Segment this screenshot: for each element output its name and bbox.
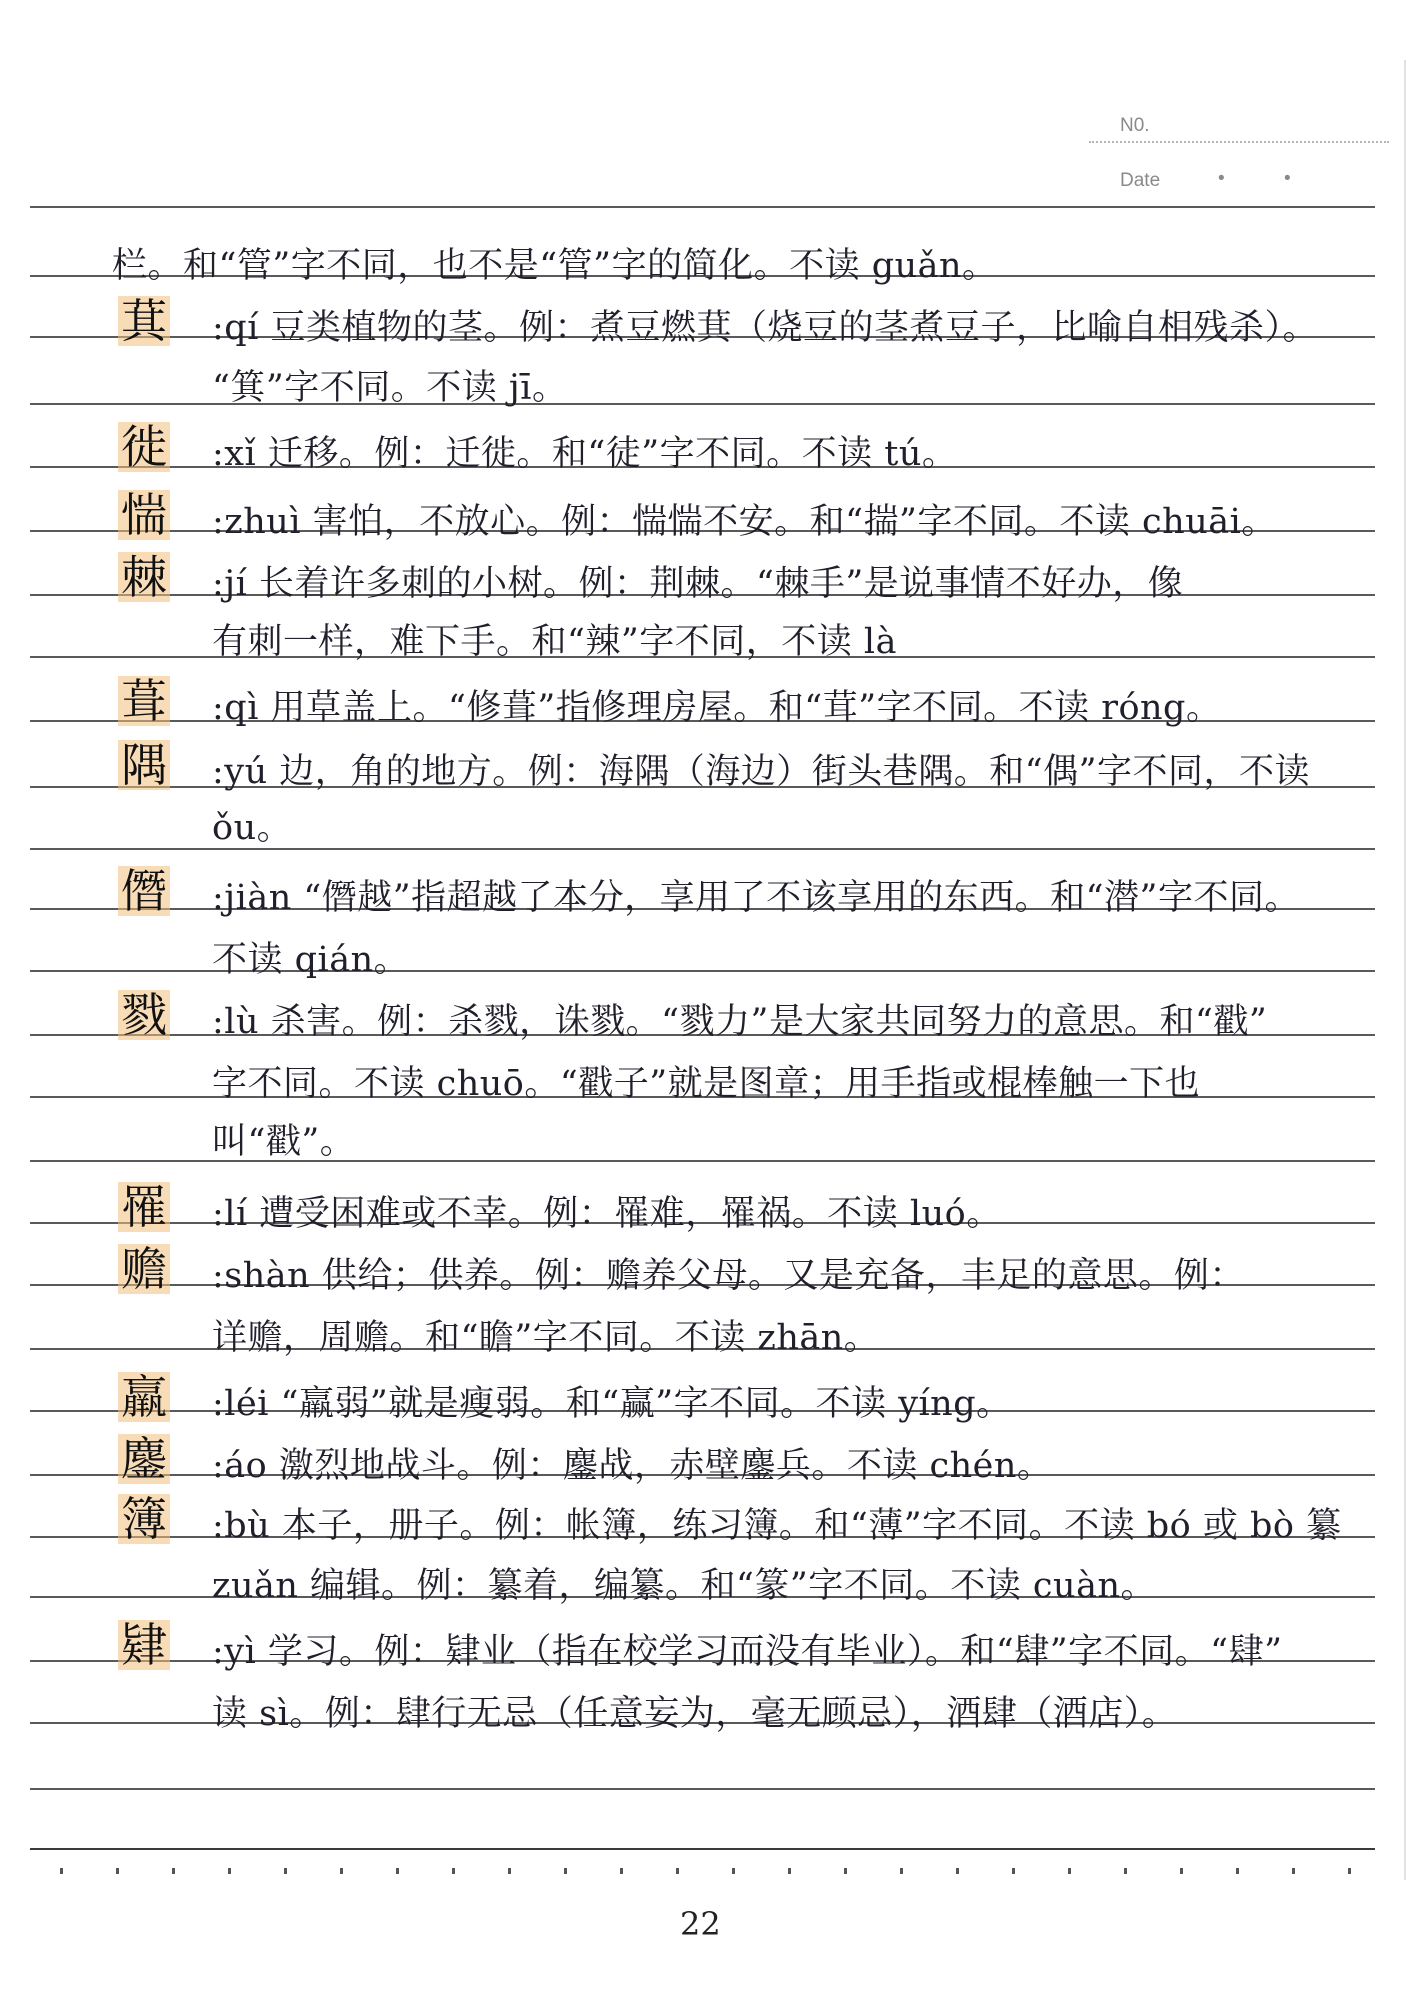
tick-mark bbox=[1180, 1868, 1183, 1874]
entry-line: 字不同。不读 chuō。“戳子”就是图章；用手指或棍棒触一下也 bbox=[212, 1064, 1201, 1104]
entry-head-char: 肄 bbox=[118, 1620, 170, 1670]
tick-mark bbox=[1236, 1868, 1239, 1874]
tick-mark bbox=[1124, 1868, 1127, 1874]
entry-line: 读 sì。例：肆行无忌（任意妄为，毫无顾忌），酒肆（酒店）。 bbox=[212, 1694, 1178, 1734]
tick-mark bbox=[1012, 1868, 1015, 1874]
entry-head-char: 鏖 bbox=[118, 1434, 170, 1484]
tick-mark bbox=[676, 1868, 679, 1874]
tick-mark bbox=[564, 1868, 567, 1874]
entry-head-char: 戮 bbox=[118, 990, 170, 1040]
tick-mark bbox=[116, 1868, 119, 1874]
tick-mark bbox=[844, 1868, 847, 1874]
tick-mark bbox=[228, 1868, 231, 1874]
tick-mark bbox=[396, 1868, 399, 1874]
date-label: Date bbox=[1120, 170, 1161, 191]
page-edge-line bbox=[1404, 60, 1406, 1880]
entry-head-char: 僭 bbox=[118, 866, 170, 916]
tick-mark bbox=[788, 1868, 791, 1874]
entry-line: 叫“戳”。 bbox=[212, 1122, 356, 1162]
entry-head-char: 簿 bbox=[118, 1494, 170, 1544]
entry-line: 有刺一样，难下手。和“辣”字不同，不读 là bbox=[212, 622, 897, 662]
tick-mark bbox=[1068, 1868, 1071, 1874]
entry-head-char: 隅 bbox=[118, 740, 170, 790]
tick-mark bbox=[900, 1868, 903, 1874]
tick-mark bbox=[60, 1868, 63, 1874]
entry-line: :áo 激烈地战斗。例：鏖战，赤壁鏖兵。不读 chén。 bbox=[212, 1446, 1053, 1486]
entry-line: :yì 学习。例：肄业（指在校学习而没有毕业）。和“肆”字不同。“肆” bbox=[212, 1632, 1283, 1672]
entry-head-char: 羸 bbox=[118, 1372, 170, 1422]
entry-head-char: 赡 bbox=[118, 1244, 170, 1294]
entry-line: “箕”字不同。不读 jī。 bbox=[212, 368, 568, 408]
ruled-line bbox=[30, 1788, 1375, 1790]
entry-line: :qí 豆类植物的茎。例：煮豆燃萁（烧豆的茎煮豆子，比喻自相残杀）。 bbox=[212, 308, 1319, 348]
entry-line: :yú 边，角的地方。例：海隅（海边）街头巷隅。和“偶”字不同，不读 bbox=[212, 752, 1311, 792]
tick-mark bbox=[956, 1868, 959, 1874]
entry-line: 栏。和“管”字不同，也不是“管”字的简化。不读 guǎn。 bbox=[112, 246, 998, 286]
tick-mark bbox=[508, 1868, 511, 1874]
tick-mark bbox=[172, 1868, 175, 1874]
entry-line: :bù 本子，册子。例：帐簿，练习簿。和“薄”字不同。不读 bó 或 bò 纂 bbox=[212, 1506, 1342, 1546]
ruled-line bbox=[30, 206, 1375, 208]
entry-line: :xǐ 迁移。例：迁徙。和“徒”字不同。不读 tú。 bbox=[212, 434, 958, 474]
ruled-line bbox=[30, 1848, 1375, 1850]
entry-line: 详赡，周赡。和“瞻”字不同。不读 zhān。 bbox=[212, 1318, 880, 1358]
tick-mark bbox=[732, 1868, 735, 1874]
date-dot: • bbox=[1218, 168, 1225, 189]
tick-mark bbox=[1292, 1868, 1295, 1874]
tick-mark bbox=[340, 1868, 343, 1874]
entry-line: :zhuì 害怕，不放心。例：惴惴不安。和“揣”字不同。不读 chuāi。 bbox=[212, 502, 1277, 542]
page-number: 22 bbox=[680, 1905, 721, 1943]
tick-marks bbox=[60, 1868, 1360, 1876]
tick-mark bbox=[284, 1868, 287, 1874]
tick-mark bbox=[452, 1868, 455, 1874]
entry-line: :lí 遭受困难或不幸。例：罹难，罹祸。不读 luó。 bbox=[212, 1194, 1002, 1234]
entry-head-char: 罹 bbox=[118, 1182, 170, 1232]
date-dot: • bbox=[1284, 168, 1291, 189]
entry-head-char: 棘 bbox=[118, 552, 170, 602]
tick-mark bbox=[1348, 1868, 1351, 1874]
entry-head-char: 萁 bbox=[118, 296, 170, 346]
entry-line: :jí 长着许多刺的小树。例：荆棘。“棘手”是说事情不好办，像 bbox=[212, 564, 1184, 604]
tick-mark bbox=[620, 1868, 623, 1874]
entry-line: :shàn 供给；供养。例：赡养父母。又是充备，丰足的意思。例： bbox=[212, 1256, 1245, 1296]
entry-head-char: 惴 bbox=[118, 490, 170, 540]
entry-line: :qì 用草盖上。“修葺”指修理房屋。和“茸”字不同。不读 róng。 bbox=[212, 688, 1222, 728]
entry-head-char: 徙 bbox=[118, 422, 170, 472]
entry-line: :jiàn “僭越”指超越了本分，享用了不该享用的东西。和“潜”字不同。 bbox=[212, 878, 1300, 918]
no-label: N0. bbox=[1120, 115, 1150, 136]
entry-head-char: 葺 bbox=[118, 676, 170, 726]
entry-line: :lù 杀害。例：杀戮，诛戮。“戮力”是大家共同努力的意思。和“戳” bbox=[212, 1002, 1268, 1042]
entry-line: ǒu。 bbox=[212, 808, 293, 848]
no-dotted-line bbox=[1089, 141, 1389, 143]
entry-line: :léi “羸弱”就是瘦弱。和“赢”字不同。不读 yíng。 bbox=[212, 1384, 1012, 1424]
entry-line: zuǎn 编辑。例：纂着，编纂。和“篆”字不同。不读 cuàn。 bbox=[212, 1566, 1156, 1606]
entry-line: 不读 qián。 bbox=[212, 940, 410, 980]
